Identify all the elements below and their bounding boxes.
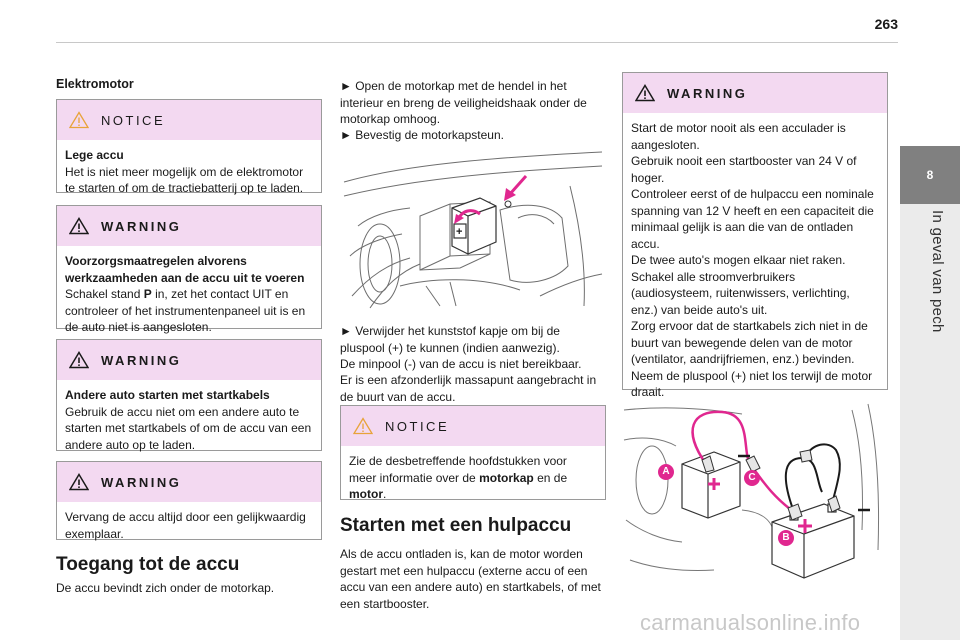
warning-text: Schakel stand P in, zet het contact UIT en controleer of het instrumentenpaneel uit is en de auto niet is aangesloten. (65, 287, 306, 334)
page-number: 263 (874, 16, 898, 32)
section-title-elektromotor: Elektromotor (56, 77, 134, 91)
warning-header (57, 206, 321, 246)
warning-heading: Voorzorgsmaatregelen alvorens werkzaamheden aan de accu uit te voeren (65, 254, 305, 285)
watermark-text: carmanualsonline.info (640, 610, 861, 635)
step-open-motorkap: ► Open de motorkap met de hendel in het interieur en breng de veiligheidshaak onder de motorkap omhoog. (340, 79, 587, 126)
warning-line: Neem de pluspool (+) niet los terwijl de motor draait. (631, 368, 873, 399)
label-c: C (748, 472, 756, 483)
warning-text: Vervang de accu altijd door een gelijkwaardig exemplaar. (65, 510, 306, 541)
warning-header (57, 462, 321, 502)
warning-heading: Andere auto starten met startkabels (65, 388, 270, 402)
warning-triangle-icon (69, 217, 89, 235)
label-a: A (662, 466, 670, 477)
warning-box-voorzorg (56, 205, 322, 334)
step-kunststof-kapje: ► Verwijder het kunststof kapje om bij de pluspool (+) te kunnen (indien aanwezig). (340, 324, 560, 355)
warning-triangle-icon (69, 473, 89, 491)
note-massapunt: Er is een afzonderlijk massapunt aangebracht in de buurt van de accu. (340, 373, 597, 404)
warning-line: Gebruik nooit een startbooster van 24 V of hoger. (631, 154, 857, 185)
notice-text: Het is niet meer mogelijk om de elektromotor te starten of om de tractiebatterij op te laden. (65, 164, 304, 195)
chapter-tab[interactable]: 8 (900, 146, 960, 204)
notice-header (57, 100, 321, 140)
warning-label: WARNING (101, 474, 182, 490)
jump-start-illustration (622, 400, 888, 584)
notice-triangle-icon (353, 417, 373, 435)
warning-box-startkabels (56, 339, 322, 451)
warning-box-hulpaccu (622, 72, 888, 399)
warning-body (57, 380, 321, 459)
warning-body (57, 246, 321, 342)
warning-header (57, 340, 321, 380)
notice-body (57, 140, 321, 203)
paragraph-accu-locatie: De accu bevindt zich onder de motorkap. (56, 581, 275, 595)
notice-text: Zie de desbetreffende hoofdstukken voor meer informatie over de motorkap en de motor. (349, 454, 568, 501)
warning-box-vervangen (56, 461, 322, 540)
warning-triangle-icon (635, 84, 655, 102)
paragraph-hulpaccu: Als de accu ontladen is, kan de motor worden gestart met een hulpaccu (externe accu of een accu van een andere auto) en startkabels, of met een startbooster. (340, 547, 601, 611)
warning-label: WARNING (667, 85, 748, 101)
notice-triangle-icon (69, 111, 89, 129)
warning-line: Controleer eerst of de hulpaccu een nominale spanning van 12 V heeft en een capaciteit die minimaal gelijk is aan die van de ontladen accu. (631, 187, 874, 251)
chapter-title: In geval van pech (929, 210, 946, 333)
warning-header (623, 73, 887, 113)
warning-line: De twee auto's mogen elkaar niet raken. (631, 253, 846, 267)
warning-line: Schakel alle stroomverbruikers (audiosysteem, ruitenwissers, verlichting, enz.) van beide auto's uit. (631, 269, 850, 317)
warning-label: WARNING (101, 352, 182, 368)
notice-body (341, 446, 605, 509)
svg-text:+: + (456, 226, 463, 238)
warning-label: WARNING (101, 218, 182, 234)
warning-text: Gebruik de accu niet om een andere auto te starten met startkabels of om de accu van een andere auto op te laden. (65, 404, 312, 452)
warning-line: Start de motor nooit als een acculader is aangesloten. (631, 121, 846, 152)
notice-box-meer-informatie (340, 405, 606, 500)
label-b: B (782, 532, 790, 543)
notice-header (341, 406, 605, 446)
warning-body (57, 502, 321, 548)
heading-toegang-accu: Toegang tot de accu (56, 554, 240, 575)
warning-line: Zorg ervoor dat de startkabels zich niet in de buurt van bewegende delen van de motor (ventilator, aandrijfriemen, enz.) bevinden. (631, 319, 868, 366)
header-rule (56, 42, 898, 43)
warning-triangle-icon (69, 351, 89, 369)
notice-box-lege-accu (56, 99, 322, 193)
heading-starten-hulpaccu: Starten met een hulpaccu (340, 515, 572, 536)
notice-label: NOTICE (101, 112, 166, 128)
warning-body (623, 113, 887, 407)
engine-bay-illustration (340, 146, 606, 312)
note-minpool: De minpool (-) van de accu is niet bereikbaar. (340, 357, 582, 371)
notice-heading: Lege accu (65, 148, 124, 162)
notice-label: NOTICE (385, 418, 450, 434)
step-motorkapsteun: ► Bevestig de motorkapsteun. (340, 128, 504, 142)
